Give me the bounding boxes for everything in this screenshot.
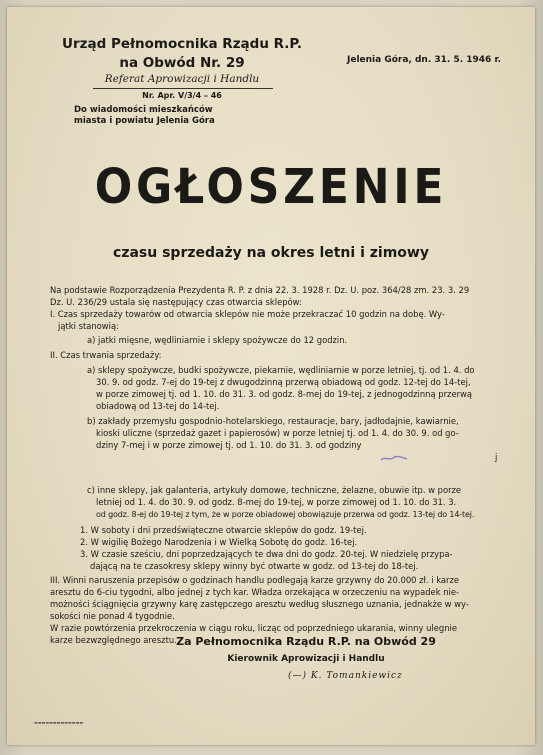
- section-2-a: [87, 365, 505, 413]
- text-line: możności ściągnięcia grzywny karę zastępczego aresztu według słusznego uznania, jednakże w wy-: [50, 598, 469, 609]
- section-1-a: a) jatki mięsne, wędliniarnie i sklepy spożywcze do 12 godzin.: [87, 335, 348, 345]
- text-line: od godz. 8-ej do 19-tej z tym, że w porze obiadowej obowiązuje przerwa od godz. 13-tej do 14-tej.: [96, 509, 475, 519]
- text-line: w porze zimowej tj. od 1. 10. do 31. 3. od godz. 8-mej do 19-tej, z jednogodzinną przerwą: [96, 388, 473, 399]
- text-line: letniej od 1. 4. do 30. 9. od godz. 8-mej do 19-tej, w porze zimowej od 1. 10. do 31. 3.: [96, 496, 457, 507]
- department-name: Referat Aprowizacji i Handlu: [104, 73, 260, 85]
- section-2-heading: II. Czas trwania sprzedaży:: [50, 350, 162, 360]
- text-line: 30. 9. od godz. 7-ej do 19-tej z dwugodzinną przerwą obiadową od godz. 12-tej do 14-tej,: [96, 376, 471, 387]
- section-1: [50, 309, 505, 333]
- text-line: I. Czas sprzedaży towarów od otwarcia sklepów nie może przekraczać 10 godzin na dobę. Wy-: [50, 309, 445, 319]
- text-line: obiadową od 13-tej do 14-tej.: [96, 400, 220, 411]
- signature-title: Kierownik Aprowizacji i Handlu: [227, 654, 385, 664]
- signature-authority: Za Pełnomocnika Rządu R.P. na Obwód 29: [176, 635, 436, 648]
- text-line: kioski uliczne (sprzedaż gazet i papierosów) w porze letniej tj. od 1. 4. do 30. 9. od go-: [96, 427, 459, 438]
- text-line: Dz. U. 236/29 ustala się następujący czas otwarcia sklepów:: [50, 296, 302, 307]
- printer-imprint: ▬▬▬▬▬▬▬▬▬▬▬▬▬: [34, 720, 84, 725]
- text-line: a) sklepy spożywcze, budki spożywcze, piekarnie, wędliniarnie w porze letniej, tj. od 1. 4. do: [87, 365, 475, 375]
- handwritten-mark: [380, 455, 408, 462]
- office-line-1: Urząd Pełnomocnika Rządu R.P.: [62, 36, 302, 52]
- list-item: 1. W soboty i dni przedświąteczne otwarcie sklepów do godz. 19-tej.: [80, 525, 367, 535]
- reference-number: Nr. Apr. V/3/4 – 46: [142, 91, 222, 100]
- text-line: j: [495, 451, 498, 462]
- text-line: dziny 7-mej i w porze zimowej tj. od 1. 10. do 31. 3. od godziny: [96, 439, 362, 450]
- text-line: karze bezwzględnego aresztu.: [50, 634, 177, 645]
- intro-paragraph: [50, 285, 505, 309]
- poster-title: OGŁOSZENIE: [94, 159, 448, 215]
- list-item: dającą na te czasokresy sklepy winny być otwarte w godz. od 13-tej do 18-tej.: [90, 560, 419, 571]
- text-line: c) inne sklepy, jak galanteria, artykuły domowe, techniczne, żelazne, obuwie itp. w porze: [87, 485, 462, 495]
- addressee-line-2: miasta i powiatu Jelenia Góra: [74, 116, 215, 126]
- office-line-2: na Obwód Nr. 29: [119, 55, 245, 71]
- text-line: jątki stanowią:: [58, 320, 119, 331]
- poster-subtitle: czasu sprzedaży na okres letni i zimowy: [113, 245, 429, 261]
- list-item: 2. W wigilię Bożego Narodzenia i w Wielką Sobotę do godz. 16-tej.: [80, 536, 358, 547]
- list-item: 3. W czasie sześciu, dni poprzedzających te dwa dni do godz. 20-tej. W niedzielę przypa-: [80, 548, 453, 559]
- text-line: aresztu do 6-ciu tygodni, albo jednej z tych kar. Władza orzekająca w orzeczeniu na wypadek nie-: [50, 586, 460, 597]
- addressee: [74, 105, 215, 127]
- place-date: Jelenia Góra, dn. 31. 5. 1946 r.: [347, 55, 502, 65]
- text-line: b) zakłady przemysłu gospodnio-hotelarskiego, restauracje, bary, jadłodajnie, kawiarnie,: [87, 416, 459, 426]
- section-2-c: [87, 485, 505, 521]
- section-2-b: [87, 416, 505, 464]
- text-line: III. Winni naruszenia przepisów o godzinach handlu podlegają karze grzywny do 20.000 zł. i karze: [50, 575, 460, 585]
- numbered-list: [80, 525, 505, 573]
- issuing-office: [57, 35, 307, 73]
- text-line: W razie powtórzenia przekroczenia w ciągu roku, licząc od poprzedniego ukarania, winny ulegnie: [50, 622, 457, 633]
- signature-name: (—) K. Tomankiewicz: [288, 671, 403, 681]
- addressee-line-1: Do wiadomości mieszkańców: [74, 105, 213, 115]
- header-rule: [93, 88, 273, 89]
- text-line: sokości nie ponad 4 tygodnie.: [50, 610, 175, 621]
- text-line: Na podstawie Rozporządzenia Prezydenta R. P. z dnia 22. 3. 1928 r. Dz. U. poz. 364/28 zm. 23. 3. 29: [50, 285, 470, 295]
- poster-sheet: [7, 7, 535, 745]
